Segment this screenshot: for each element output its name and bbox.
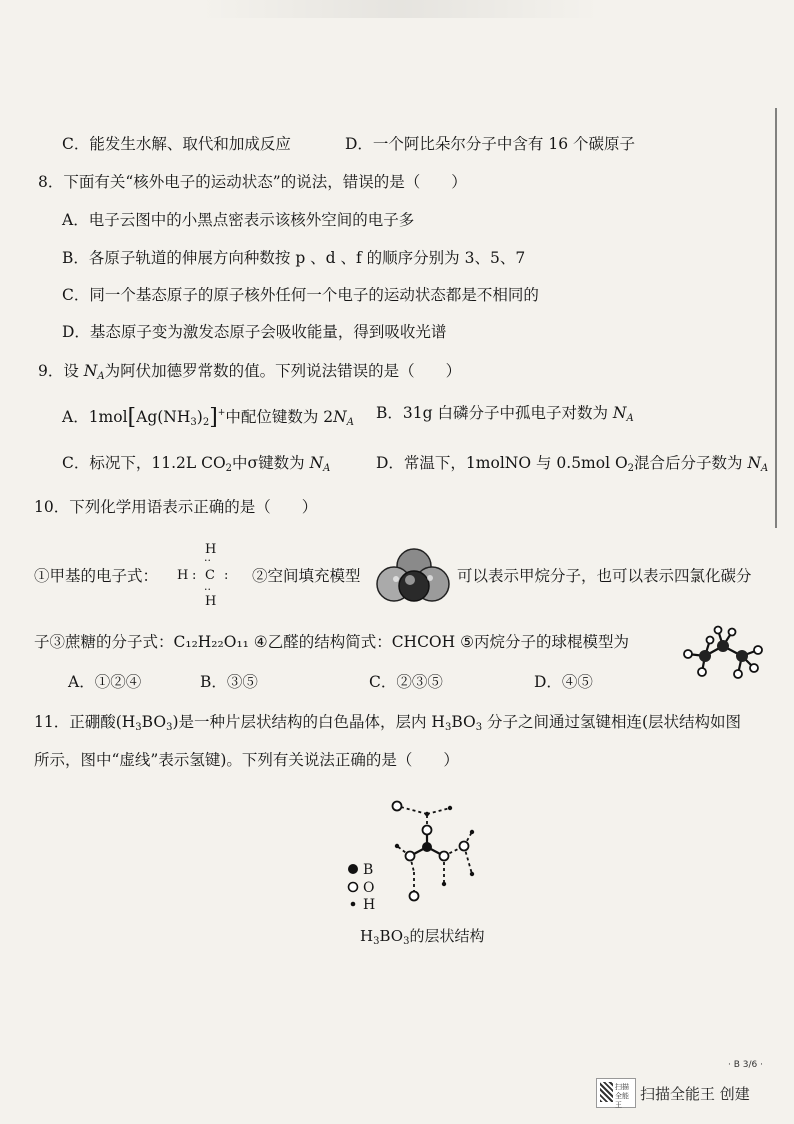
q9-a-charge: + (217, 408, 226, 418)
q8-option-c: C．同一个基态原子的原子核外任何一个电子的运动状态都是不相同的 (62, 286, 539, 304)
q9-b-na: N (612, 404, 627, 422)
q7-option-d: D．一个阿比朵尔分子中含有 16 个碳原子 (345, 135, 636, 153)
scanner-watermark: 扫描全能王 创建 (640, 1085, 750, 1103)
q11-l1s3: 3 (444, 722, 452, 733)
q11-l1a: 11．正硼酸(H (34, 713, 136, 731)
logo-text: 扫描全能王 (615, 1083, 629, 1109)
q9-d-na: N (747, 454, 762, 472)
q10-option-a: A．①②④ (68, 673, 142, 691)
q10-item1: ①甲基的电子式： (34, 567, 159, 585)
diagram-caption (360, 926, 484, 952)
q9-option-d (376, 453, 768, 479)
scan-artifact (200, 0, 600, 18)
q10-item2-post: 可以表示甲烷分子，也可以表示四氯化碳分 (457, 567, 752, 585)
methyl-h-bottom: H (205, 594, 217, 609)
q9-option-b (376, 403, 634, 429)
methyl-dots-top: ·· (204, 554, 211, 567)
q9-a-post: 中配位键数为 2 (225, 408, 334, 426)
q9-a-na-sub: A (346, 417, 354, 428)
q9-a-formula: Ag(NH (136, 408, 191, 426)
cap-b: BO (379, 927, 404, 945)
cap-s2: 3 (403, 936, 410, 947)
methyl-dots-left: : (192, 568, 197, 583)
legend-o-label: O (363, 880, 375, 896)
q9-a-pre: A．1mol (62, 408, 128, 426)
cap-c: 的层状结构 (409, 927, 485, 945)
q10-option-d: D．④⑤ (534, 673, 593, 691)
q9-d-post: 混合后分子数为 (634, 454, 748, 472)
legend-h-label: H (363, 897, 376, 913)
space-filling-model-image (374, 544, 454, 608)
methyl-c: C (205, 568, 215, 583)
q9-na: N (83, 362, 98, 380)
q10-option-b: B．③⑤ (200, 673, 258, 691)
q8-option-a: A．电子云图中的小黑点密表示该核外空间的电子多 (62, 211, 415, 229)
page-marker: · B 3/6 · (728, 1060, 763, 1070)
q10-stem: 10．下列化学用语表示正确的是（ ） (34, 498, 318, 516)
q9-a-na: N (333, 408, 347, 426)
q11-l1d: BO (451, 713, 476, 731)
q9-d-na-sub: A (761, 463, 769, 474)
h3bo3-structure-diagram (380, 792, 490, 908)
methyl-h-left: H (177, 568, 189, 583)
q7-option-c: C．能发生水解、取代和加成反应 (62, 135, 291, 153)
legend-symbols (346, 861, 360, 911)
q9-d-sub: 2 (627, 463, 635, 474)
q11-l1b: BO (141, 713, 167, 731)
q10-option-c: C．②③⑤ (369, 673, 443, 691)
q9-c-na-sub: A (323, 463, 331, 474)
margin-rule (775, 108, 777, 528)
q8-option-d: D．基态原子变为激发态原子会吸收能量，得到吸收光谱 (62, 323, 447, 341)
legend-b-label: B (363, 862, 374, 878)
q9-c-sub: 2 (225, 463, 233, 474)
q11-line1 (34, 712, 741, 738)
qr-icon (600, 1082, 613, 1102)
q9-c-na: N (309, 454, 324, 472)
q9-d-pre: D．常温下，1molNO 与 0.5mol O (376, 454, 628, 472)
q8-stem: 8．下面有关“核外电子的运动状态”的说法，错误的是（ ） (38, 173, 467, 191)
q9-option-c (62, 453, 330, 479)
q9-a-sub3: 3 (190, 417, 197, 428)
q10-line3: 子③蔗糖的分子式：C₁₂H₂₂O₁₁ ④乙醛的结构简式：CHCOH ⑤丙烷分子的球棍模型为 (34, 633, 629, 651)
q10-item2: ②空间填充模型 (252, 567, 361, 585)
q11-l1e: 分子之间通过氢键相连(层状结构如图 (482, 713, 742, 731)
methyl-h-top: H (205, 542, 217, 557)
q9-a-close: ) (196, 408, 203, 426)
cap-a: H (360, 927, 374, 945)
q11-line2: 所示，图中“虚线”表示氢键)。下列有关说法正确的是（ ） (34, 751, 459, 769)
q9-c-pre: C．标况下，11.2L CO (62, 454, 226, 472)
q9-na-sub: A (97, 371, 105, 382)
q9-c-post: 中σ键数为 (232, 454, 310, 472)
q11-l1s2: 3 (166, 722, 173, 733)
methyl-dots-right: : (224, 568, 229, 583)
q9-stem-pre: 9．设 (38, 362, 84, 380)
cap-s1: 3 (373, 936, 380, 947)
q11-l1s4: 3 (475, 722, 483, 733)
ball-stick-model-image (680, 624, 766, 684)
q11-l1c: )是一种片层状结构的白色晶体，层内 H (172, 713, 445, 731)
camscanner-logo (596, 1078, 636, 1108)
q9-b-pre: B．31g 白磷分子中孤电子对数为 (376, 404, 613, 422)
methyl-dots-bottom: ·· (204, 583, 211, 596)
q11-l1s1: 3 (135, 722, 142, 733)
q9-b-na-sub: A (626, 413, 634, 424)
q9-a-sub2: 2 (202, 417, 210, 428)
q9-stem-post: 为阿伏加德罗常数的值。下列说法错误的是（ ） (104, 362, 462, 380)
q9-stem (38, 361, 461, 387)
q9-option-a: A．$1mol[Ag(NH_3)_2]^+$中配位键数为 $2N_A$ (62, 405, 354, 430)
q8-option-b: B．各原子轨道的伸展方向种数按 p 、d 、f 的顺序分别为 3、5、7 (62, 249, 526, 267)
